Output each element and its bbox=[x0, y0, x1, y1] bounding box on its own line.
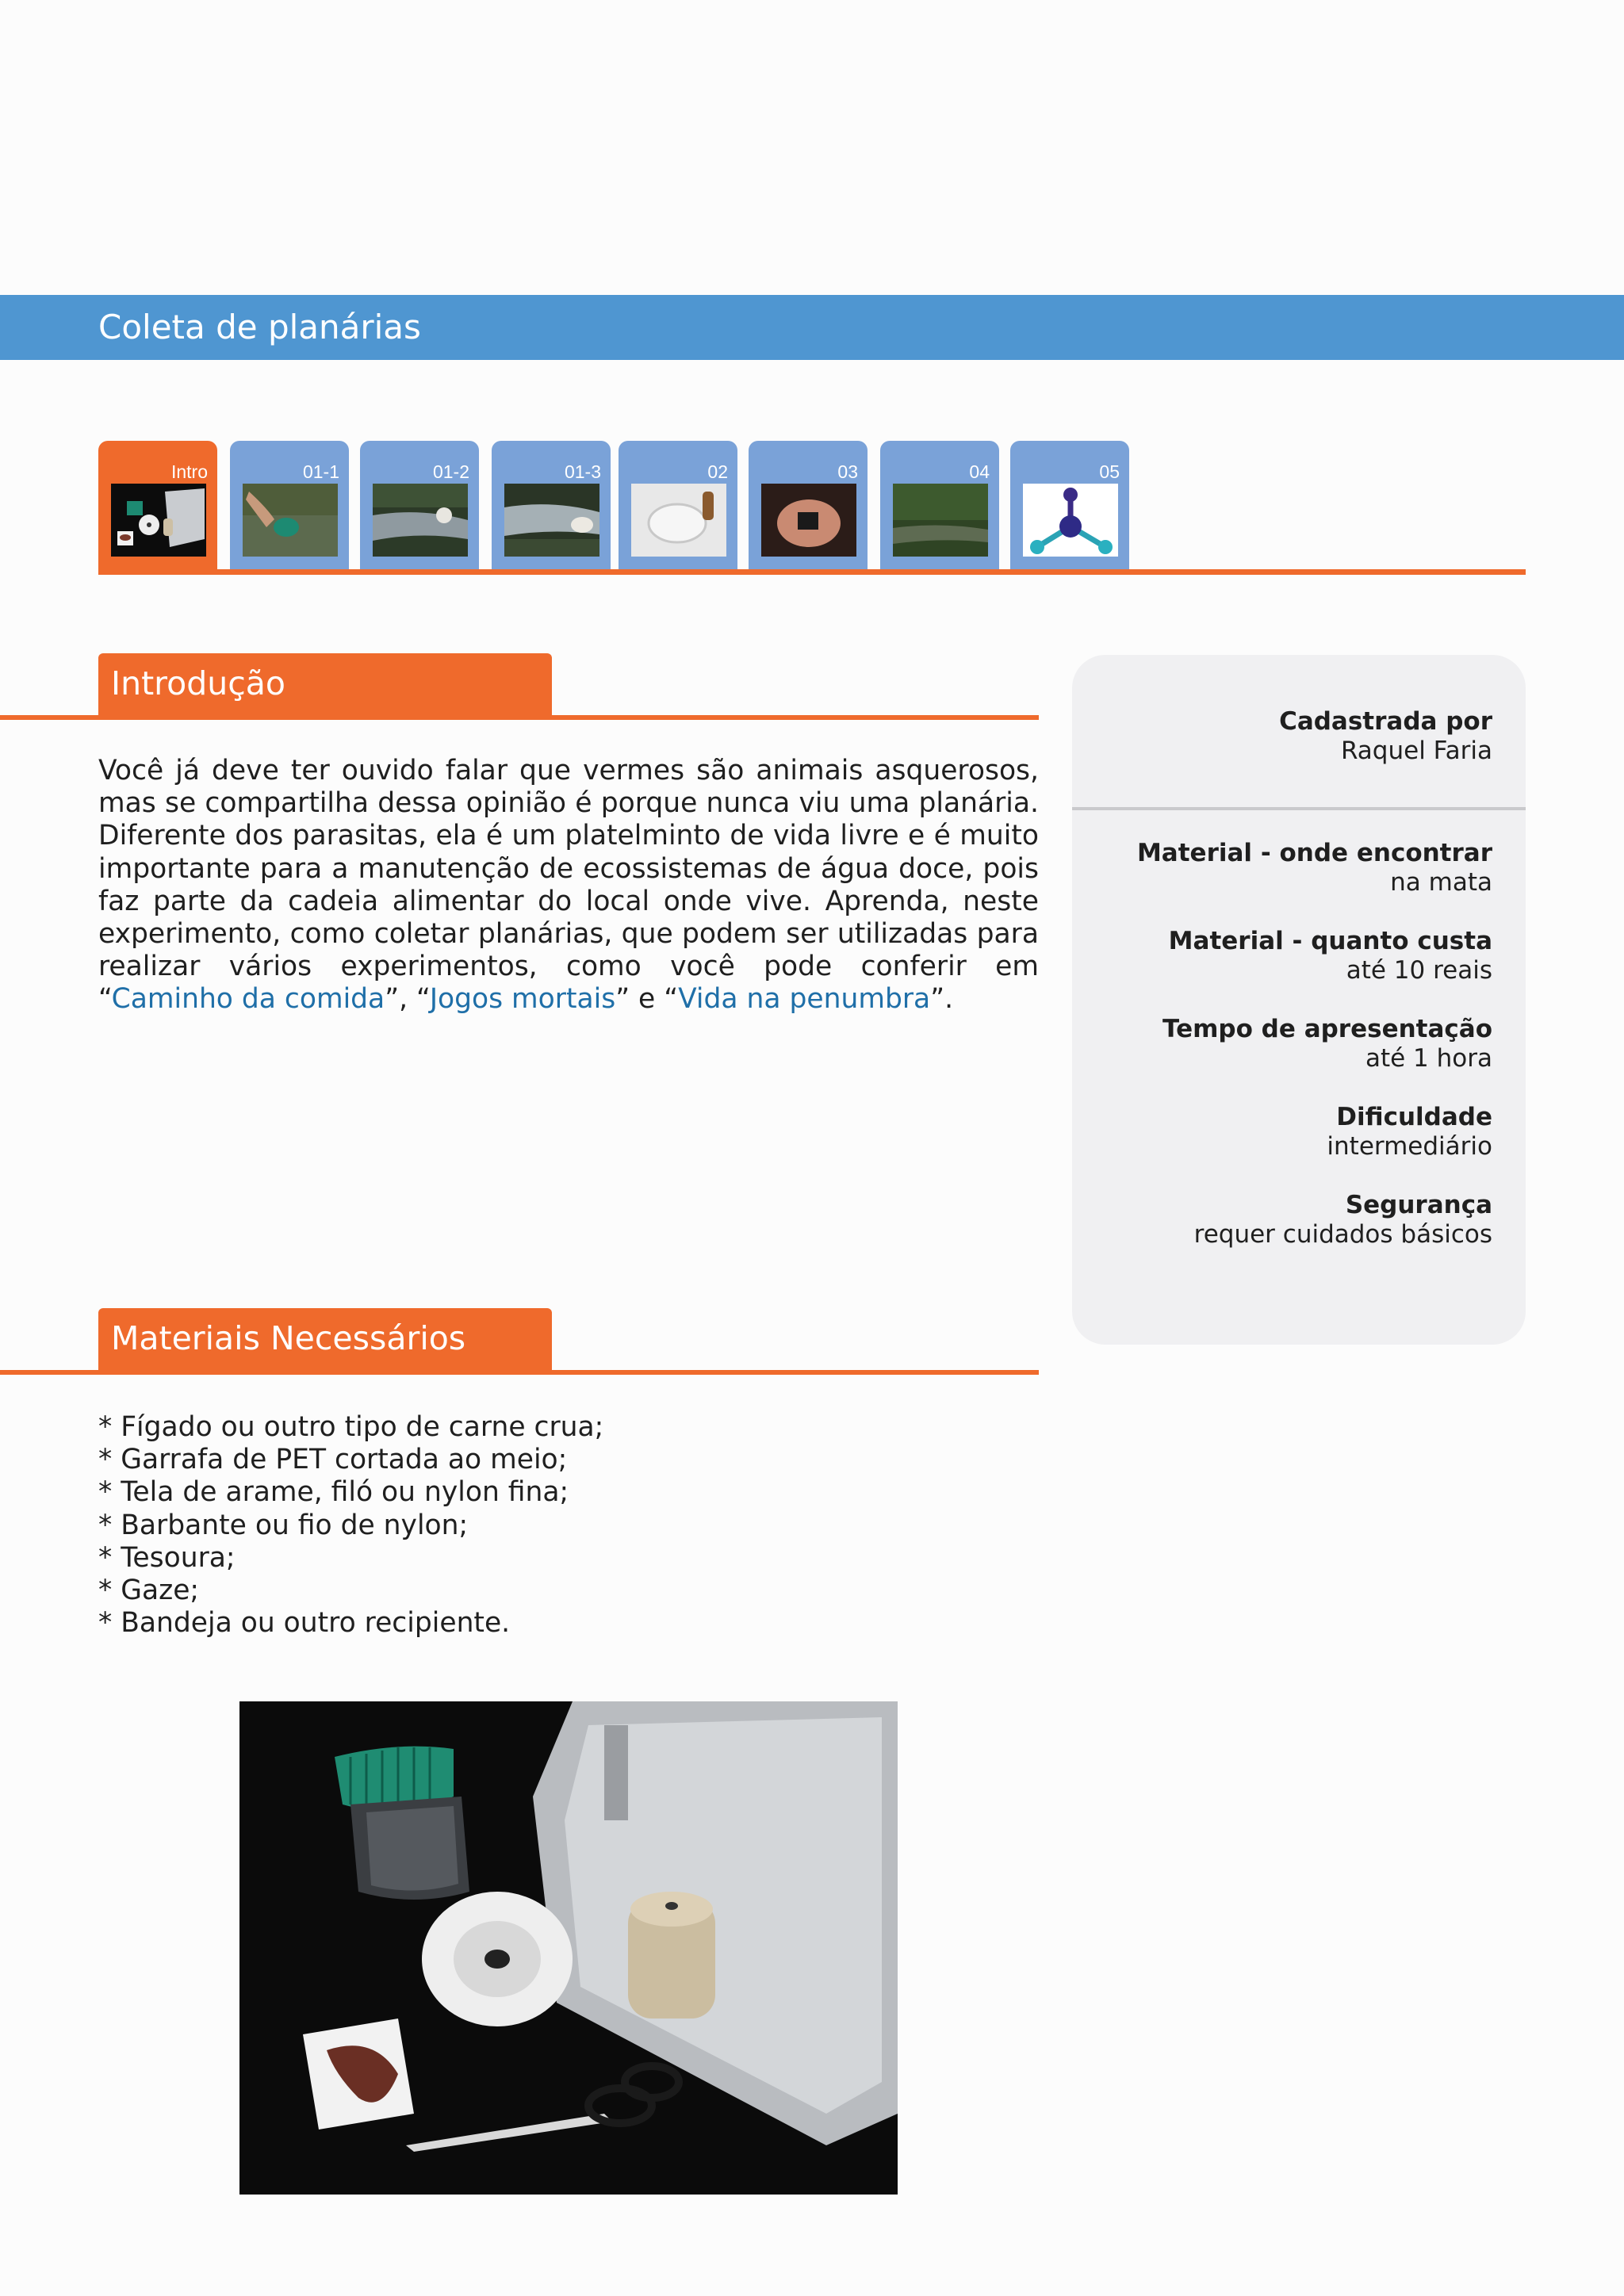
link-caminho-da-comida[interactable]: Caminho da comida bbox=[111, 983, 385, 1016]
info-label: Segurança bbox=[1345, 1191, 1492, 1219]
tab-intro[interactable] bbox=[98, 441, 217, 571]
list-item: * Fígado ou outro tipo de carne crua; bbox=[98, 1411, 604, 1443]
info-value: intermediário bbox=[1327, 1132, 1492, 1161]
tab-01-3[interactable] bbox=[492, 441, 611, 571]
tab-01-1[interactable] bbox=[230, 441, 349, 571]
tabs-underline bbox=[98, 569, 1526, 575]
tab-01-2[interactable] bbox=[360, 441, 479, 571]
tab-label: 01-2 bbox=[432, 461, 469, 482]
tab-04[interactable] bbox=[880, 441, 999, 571]
tab-03[interactable] bbox=[749, 441, 868, 571]
molecule-icon bbox=[1023, 484, 1118, 557]
author-row bbox=[1279, 707, 1492, 766]
hand-planaria-thumbnail bbox=[761, 484, 856, 557]
author-label: Cadastrada por bbox=[1279, 707, 1492, 736]
info-row-safety bbox=[1194, 1191, 1492, 1249]
text-separator: ”, “ bbox=[385, 983, 430, 1016]
tab-label: 01-1 bbox=[302, 461, 339, 482]
materials-list bbox=[98, 1411, 603, 1640]
intro-text bbox=[98, 755, 1039, 1016]
forest-river-thumbnail bbox=[893, 484, 988, 557]
step-tabs bbox=[98, 441, 1526, 572]
tab-label: Intro bbox=[170, 461, 208, 482]
materials-heading-rule bbox=[0, 1370, 1039, 1375]
list-item: * Gaze; bbox=[98, 1575, 200, 1607]
stream-thumbnail bbox=[373, 484, 468, 557]
link-jogos-mortais[interactable]: Jogos mortais bbox=[429, 983, 616, 1016]
tab-02[interactable] bbox=[619, 441, 737, 571]
list-item: * Garrafa de PET cortada ao meio; bbox=[98, 1444, 568, 1476]
materials-thumbnail bbox=[111, 484, 206, 557]
card-divider bbox=[1072, 807, 1526, 810]
list-item: * Tela de arame, filó ou nylon fina; bbox=[98, 1476, 569, 1509]
info-label: Material - quanto custa bbox=[1168, 927, 1492, 955]
tab-label: 03 bbox=[837, 461, 858, 482]
list-item: * Tesoura; bbox=[98, 1541, 236, 1574]
info-row-time bbox=[1162, 1015, 1492, 1073]
hand-in-water-thumbnail bbox=[243, 484, 338, 557]
info-value: requer cuidados básicos bbox=[1193, 1220, 1492, 1249]
info-value: até 10 reais bbox=[1346, 956, 1492, 985]
tab-label: 02 bbox=[707, 461, 728, 482]
info-label: Tempo de apresentação bbox=[1162, 1015, 1492, 1043]
text-separator: ” e “ bbox=[615, 983, 679, 1016]
link-vida-na-penumbra[interactable]: Vida na penumbra bbox=[678, 983, 931, 1016]
author-name: Raquel Faria bbox=[1340, 737, 1492, 765]
materials-heading bbox=[98, 1308, 552, 1370]
info-row-difficulty bbox=[1327, 1103, 1492, 1161]
tab-label: 05 bbox=[1099, 461, 1120, 482]
materials-photo bbox=[239, 1701, 898, 2195]
info-value: até 1 hora bbox=[1365, 1044, 1492, 1073]
intro-heading bbox=[98, 653, 552, 715]
tab-label: 01-3 bbox=[564, 461, 601, 482]
info-row-where bbox=[1137, 839, 1492, 897]
intro-heading-label: Introdução bbox=[111, 664, 285, 702]
header-bar bbox=[0, 295, 1624, 360]
list-item: * Barbante ou fio de nylon; bbox=[98, 1509, 469, 1541]
stream-trap-thumbnail bbox=[504, 484, 599, 557]
materials-heading-label: Materiais Necessários bbox=[111, 1319, 466, 1357]
info-label: Dificuldade bbox=[1336, 1103, 1492, 1131]
intro-text-body: Você já deve ter ouvido falar que vermes são animais asquerosos, mas se compartilha dessa opinião é porque nunca viu uma planária. Diferente dos parasitas, ela é um platelminto de vida livre e é muito importante para a manutenção de ecossistemas de água doce, pois faz parte da cadeia alimentar do local onde vive. Aprenda, neste experimento, como coletar planárias, que podem ser utilizadas para realizar vários experimentos, como você pode conferir em “ bbox=[98, 755, 1039, 1016]
info-label: Material - onde encontrar bbox=[1136, 839, 1492, 867]
info-value: na mata bbox=[1390, 868, 1492, 897]
tab-05[interactable] bbox=[1010, 441, 1129, 571]
text-separator: ”. bbox=[930, 983, 954, 1016]
list-item: * Bandeja ou outro recipiente. bbox=[98, 1607, 511, 1640]
page-title: Coleta de planárias bbox=[98, 308, 421, 346]
tab-label: 04 bbox=[969, 461, 990, 482]
info-row-cost bbox=[1169, 927, 1492, 985]
dish-thumbnail bbox=[631, 484, 726, 557]
intro-heading-rule bbox=[0, 715, 1039, 720]
info-card bbox=[1072, 655, 1526, 1345]
